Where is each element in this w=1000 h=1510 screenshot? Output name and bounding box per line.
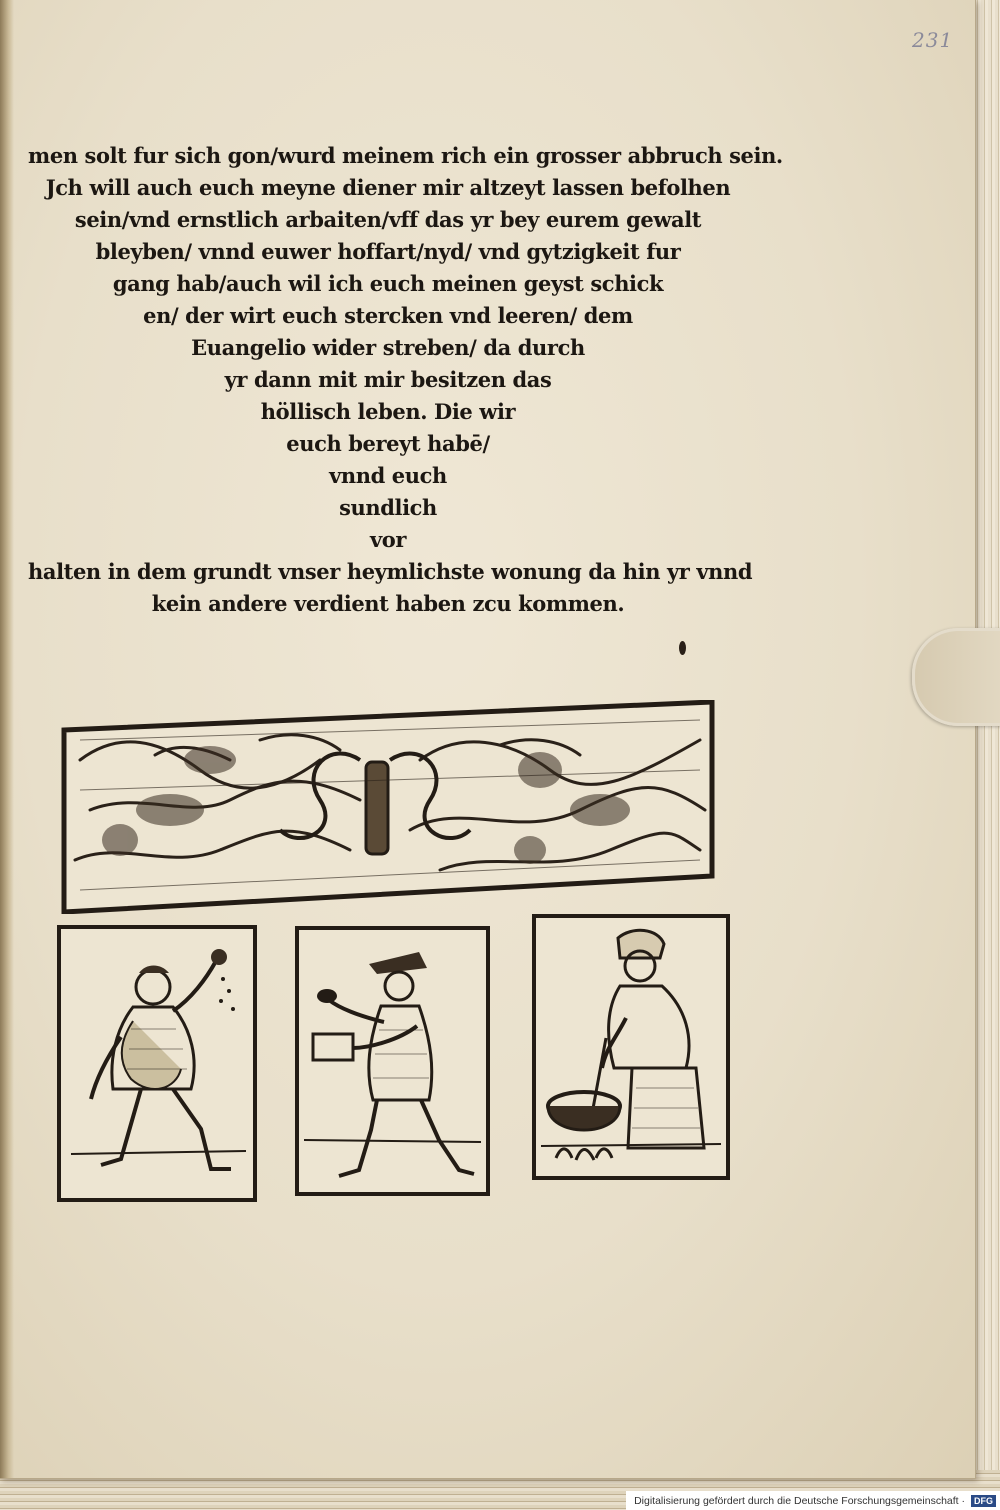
ink-spot [679, 641, 686, 655]
woodcut-woman-cooking [532, 914, 730, 1180]
text-line: sundlich [339, 495, 437, 520]
text-line: Jch will auch euch meyne diener mir altzeyt lassen befolhen [45, 175, 731, 200]
digitization-credit-bar [626, 1491, 1000, 1510]
text-line: yr dann mit mir besitzen das [224, 367, 552, 392]
text-line: vor [369, 527, 407, 552]
text-line: vnnd euch [329, 463, 447, 488]
woodcut-sower [57, 925, 257, 1202]
page-clip-tab [912, 628, 1000, 726]
folio-number: 231 [912, 28, 954, 52]
text-line: kein andere verdient haben zcu kommen. [151, 591, 625, 616]
text-line: gang hab/auch wil ich euch meinen geyst schick [112, 271, 664, 296]
woodcut-man-with-hammer [295, 926, 490, 1196]
text-line: euch bereyt habē/ [286, 431, 490, 456]
woodcut-ornamental-border [60, 700, 716, 914]
page-gutter [0, 0, 14, 1478]
text-line: sein/vnd ernstlich arbaiten/vff das yr bey eurem gewalt [74, 207, 702, 232]
text-line: halten in dem grundt vnser heymlichste wonung da hin yr vnnd [28, 559, 753, 584]
text-line: en/ der wirt euch stercken vnd leeren/ dem [143, 303, 633, 328]
text-line: höllisch leben. Die wir [260, 399, 516, 424]
blackletter-text-block [28, 140, 783, 620]
credit-text: Digitalisierung gefördert durch die Deutsche Forschungsgemeinschaft · [634, 1494, 965, 1507]
text-line: men solt fur sich gon/wurd meinem rich ein grosser abbruch sein. [28, 143, 783, 168]
dfg-logo-icon: DFG [971, 1495, 996, 1507]
text-line: Euangelio wider streben/ da durch [191, 335, 585, 360]
text-line: bleyben/ vnnd euwer hoffart/nyd/ vnd gytzigkeit fur [95, 239, 681, 264]
